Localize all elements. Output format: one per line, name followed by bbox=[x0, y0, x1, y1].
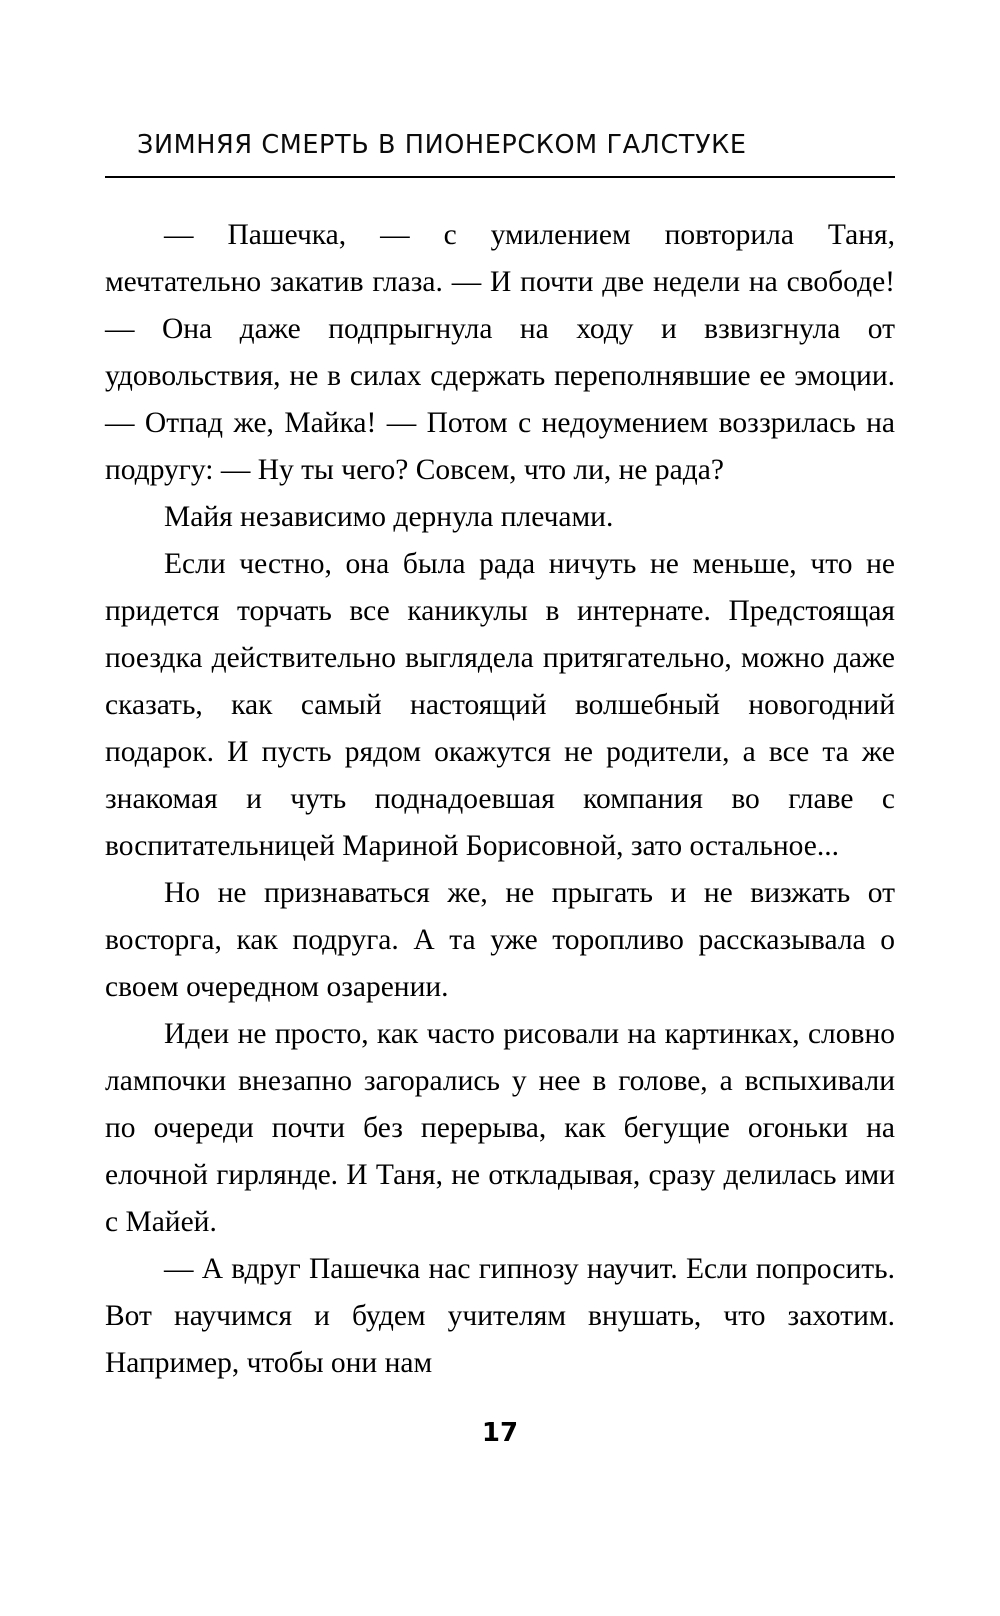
running-head: ЗИМНЯЯ СМЕРТЬ В ПИОНЕРСКОМ ГАЛСТУКЕ bbox=[137, 130, 747, 160]
page-number: 17 bbox=[481, 1418, 519, 1448]
paragraph: Но не признаваться же, не прыгать и не визжать от восторга, как подруга. А та уже торопливо рассказывала о своем очередном озарении. bbox=[105, 877, 895, 1003]
paragraph: Идеи не просто, как часто рисовали на картинках, словно лампочки внезапно загорались у нее в голове, а вспыхивали по очереди почти без перерыва, как бегущие огоньки на елочной гирлянде. И Таня, не откладывая, сразу делилась ими с Майей. bbox=[105, 1018, 895, 1238]
paragraph: — А вдруг Пашечка нас гипнозу научит. Если попросить. Вот научимся и будем учителям внушать, что захотим. Например, чтобы они нам bbox=[105, 1253, 895, 1379]
paragraph: Майя независимо дернула плечами. bbox=[164, 501, 614, 533]
body-text bbox=[105, 212, 895, 1387]
paragraph: Если честно, она была рада ничуть не меньше, что не придется торчать все каникулы в интернате. Предстоящая поездка действительно выглядела притягательно, можно даже сказать, как самый настоящий волшебный новогодний подарок. И пусть рядом окажутся не родители, а все та же знакомая и чуть поднадоевшая компания во главе с воспитательницей Мариной Борисовной, зато остальное... bbox=[105, 548, 895, 862]
header-divider bbox=[105, 176, 895, 178]
paragraph: — Пашечка, — с умилением повторила Таня, мечтательно закатив глаза. — И почти две недели на свободе! — Она даже подпрыгнула на ходу и взвизгнула от удовольствия, не в силах сдержать переполнявшие ее эмоции. — Отпад же, Майка! — Потом с недоумением воззрилась на подругу: — Ну ты чего? Совсем, что ли, не рада? bbox=[105, 219, 895, 486]
